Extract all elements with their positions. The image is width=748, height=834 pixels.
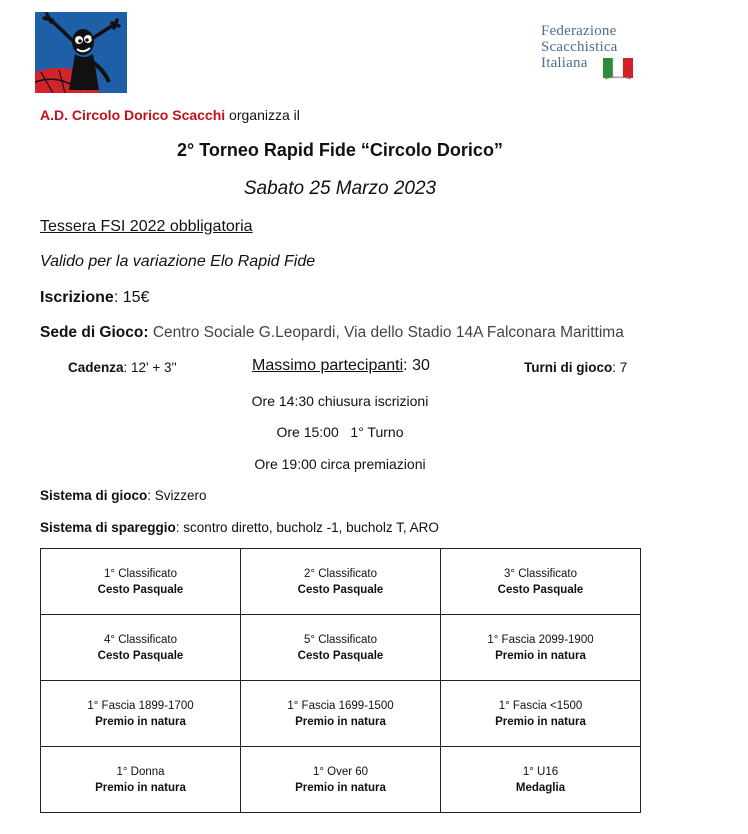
rounds-label: Turni di gioco	[524, 360, 613, 375]
max-participants-value: : 30	[403, 357, 430, 374]
prize-reward: Cesto Pasquale	[97, 583, 184, 596]
prize-place: 1° Fascia 1899-1700	[87, 699, 194, 712]
elo-validity: Valido per la variazione Elo Rapid Fide	[40, 253, 316, 270]
time-control	[68, 360, 177, 375]
tournament-date: Sabato 25 Marzo 2023	[243, 178, 437, 199]
fsi-line-1: Federazione	[541, 23, 617, 39]
prizes-table	[40, 548, 641, 813]
circolo-dorico-logo	[35, 12, 127, 93]
prize-place: 5° Classificato	[304, 633, 377, 646]
rounds	[524, 360, 627, 375]
prize-cell	[41, 615, 241, 681]
prize-reward: Cesto Pasquale	[297, 583, 384, 596]
game-system	[40, 488, 207, 503]
prize-place: 3° Classificato	[504, 567, 577, 580]
fsi-line-3: Italiana	[541, 55, 588, 71]
prize-cell	[241, 615, 441, 681]
prize-cell	[241, 681, 441, 747]
time-control-label: Cadenza	[68, 360, 124, 375]
prize-cell	[441, 747, 641, 813]
organizer-suffix: organizza il	[225, 107, 300, 123]
prize-cell	[241, 549, 441, 615]
prize-reward: Cesto Pasquale	[297, 649, 384, 662]
registration-value: : 15€	[113, 289, 150, 306]
venue-value: Centro Sociale G.Leopardi, Via dello Stadio 14A Falconara Marittima	[148, 324, 624, 341]
venue-label: Sede di Gioco:	[40, 324, 149, 341]
prize-cell	[41, 681, 241, 747]
game-system-label: Sistema di gioco	[40, 488, 148, 503]
registration-fee	[40, 289, 149, 307]
prize-reward: Premio in natura	[495, 715, 586, 728]
max-participants-label: Massimo partecipanti	[252, 357, 404, 374]
tessera-requirement: Tessera FSI 2022 obbligatoria	[40, 218, 253, 235]
prize-place: 4° Classificato	[104, 633, 177, 646]
table-row	[41, 549, 641, 615]
schedule-first-round: Ore 15:00 1° Turno	[276, 424, 404, 440]
italian-flag-icon	[603, 58, 633, 80]
fsi-logo	[537, 22, 642, 92]
prize-place: 2° Classificato	[304, 567, 377, 580]
time-control-value: : 12' + 3''	[123, 360, 177, 375]
prize-cell	[441, 549, 641, 615]
prize-cell	[241, 747, 441, 813]
prize-cell	[41, 747, 241, 813]
table-row	[41, 615, 641, 681]
tiebreak-label: Sistema di spareggio	[40, 520, 176, 535]
chess-mascot-icon	[35, 12, 127, 93]
prize-place: 1° Over 60	[312, 765, 369, 778]
max-participants	[252, 357, 430, 375]
prize-place: 1° Fascia 1699-1500	[287, 699, 394, 712]
schedule-awards: Ore 19:00 circa premiazioni	[254, 456, 426, 472]
tiebreak-system	[40, 520, 439, 535]
organizer-name: A.D. Circolo Dorico Scacchi	[40, 107, 226, 123]
venue	[40, 324, 624, 342]
fsi-line-2: Scacchistica	[541, 39, 618, 55]
prize-reward: Premio in natura	[95, 715, 186, 728]
table-row	[41, 747, 641, 813]
prize-place: 1° Fascia 2099-1900	[487, 633, 594, 646]
prize-place: 1° Donna	[116, 765, 165, 778]
organizer-line	[40, 107, 300, 123]
prize-reward: Medaglia	[515, 781, 566, 794]
prize-reward: Premio in natura	[295, 781, 386, 794]
prize-reward: Premio in natura	[295, 715, 386, 728]
registration-label: Iscrizione	[40, 289, 114, 306]
prize-place: 1° Classificato	[104, 567, 177, 580]
prize-cell	[441, 681, 641, 747]
prize-reward: Cesto Pasquale	[497, 583, 584, 596]
schedule-registration-close: Ore 14:30 chiusura iscrizioni	[251, 393, 429, 409]
game-system-value: : Svizzero	[147, 488, 207, 503]
prize-reward: Premio in natura	[95, 781, 186, 794]
prize-reward: Premio in natura	[495, 649, 586, 662]
prize-reward: Cesto Pasquale	[97, 649, 184, 662]
prize-place: 1° Fascia <1500	[498, 699, 583, 712]
prize-cell	[441, 615, 641, 681]
rounds-value: : 7	[612, 360, 628, 375]
tiebreak-value: : scontro diretto, bucholz -1, bucholz T, ARO	[175, 520, 439, 535]
table-row	[41, 681, 641, 747]
tournament-title: 2° Torneo Rapid Fide “Circolo Dorico”	[177, 140, 503, 160]
prize-cell	[41, 549, 241, 615]
prize-place: 1° U16	[522, 765, 559, 778]
